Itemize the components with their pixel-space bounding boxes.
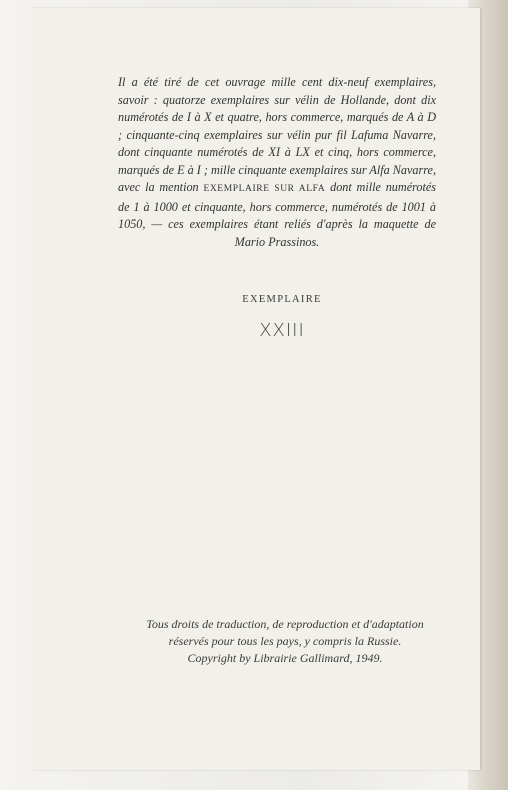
notice-text-2: dont mille numérotés de 1 à 1000 et cinquante, hors commerce, numérotés de 1001 à 1050, — ces exemplaires étant reliés d'après la maquette de Mario Prassinos. bbox=[118, 180, 437, 249]
exemplaire-label: EXEMPLAIRE bbox=[242, 294, 322, 305]
copyright-line: Copyright by Librairie Gallimard, 1949. bbox=[187, 651, 383, 665]
notice-text-1: Il a été tiré de cet ouvrage mille cent dix-neuf exemplaires, savoir : quatorze exemplaires sur vélin de Hollande, dont dix numérotés de I à X et quatre, hors commerce, marqués de A à D ; cinquante-cinq exemplaires sur vélin pur fil Lafuma Navarre, dont cinquante numérotés de XI à LX et cinq, hors commerce, marqués de E à I ; mille cinquante exemplaires sur Alfa Navarre, avec la mention bbox=[118, 75, 436, 194]
exemplaire-number: XXIII bbox=[259, 320, 305, 341]
show-through-text bbox=[120, 386, 420, 396]
edition-notice bbox=[118, 74, 436, 251]
rights-line-1: Tous droits de traduction, de reproduction et d'adaptation bbox=[146, 617, 424, 631]
notice-smallcaps: EXEMPLAIRE SUR ALFA bbox=[203, 184, 326, 194]
show-through-emblem bbox=[120, 420, 420, 460]
rights-line-2: réservés pour tous les pays, y compris la Russie. bbox=[168, 634, 402, 648]
rights-notice bbox=[110, 616, 460, 667]
